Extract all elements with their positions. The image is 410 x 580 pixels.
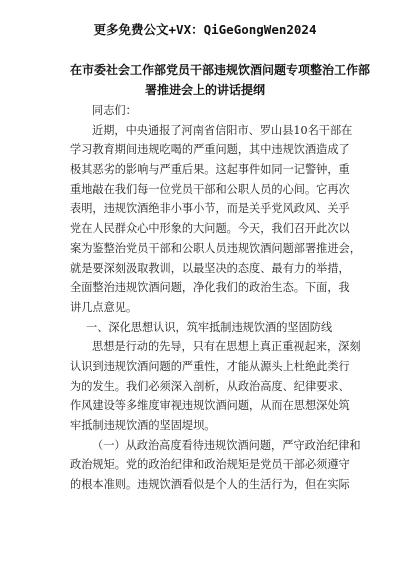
paragraph-line: 学习教育期间违规吃喝的严重问题，其中违规饮酒造成了	[70, 143, 350, 157]
title-line: 署推进会上的讲话提纲	[144, 82, 265, 97]
paragraph-line: 案为鉴整治党员干部和公职人员违规饮酒问题部署推进会，	[70, 241, 361, 255]
paragraph-line: 全面整治违规饮酒问题，净化我们的政治生态。下面，我	[70, 281, 350, 295]
paragraph-thought	[70, 337, 361, 435]
section-heading: 一、深化思想认识，筑牢抵制违规饮酒的坚固防线	[86, 320, 333, 334]
document-body	[70, 101, 361, 495]
paragraph-line: 讲几点意见。	[70, 300, 138, 314]
paragraph-intro	[70, 121, 361, 318]
paragraph-line: 表明，违规饮酒绝非小事小节，而是关乎党风政风、关乎	[70, 202, 350, 216]
paragraph-line: 就是要深刻汲取教训，以最坚决的态度、最有力的举措，	[70, 261, 350, 275]
paragraph-line: 的根本准则。违规饮酒看似是个人的生活行为，但在实际	[70, 478, 350, 492]
paragraph-line: 近期，中央通报了河南省信阳市、罗山县10名干部在	[92, 123, 353, 137]
paragraph-line: 思想是行动的先导，只有在思想上真正重视起来，深刻	[92, 340, 361, 354]
title-line: 在市委社会工作部党员干部违规饮酒问题专项整治工作部	[70, 63, 371, 77]
paragraph-line: 牢抵制违规饮酒的坚固堤坝。	[70, 419, 216, 432]
paragraph-line: 认识到违规饮酒问题的严重性，才能从源头上杜绝此类行	[70, 359, 350, 373]
paragraph-political	[70, 455, 350, 494]
subsection-heading: （一）从政治高度看待违规饮酒问题，严守政治纪律和	[92, 438, 361, 452]
paragraph-line: 党在人民群众心中形象的大问题。今天，我们召开此次以	[70, 222, 350, 236]
document-title	[70, 60, 371, 99]
paragraph-line: 重地敲在我们每一位党员干部和公职人员的心间。它再次	[70, 182, 350, 196]
paragraph-line: 极其恶劣的影响与严重后果。这起事件如同一记警钟，重	[70, 163, 350, 177]
salutation: 同志们：	[92, 104, 137, 117]
paragraph-line: 政治规矩。党的政治纪律和政治规矩是党员干部必须遵守	[70, 458, 350, 472]
paragraph-line: 为的发生。我们必须深入剖析，从政治高度、纪律要求、	[70, 379, 350, 393]
paragraph-line: 作风建设等多维度审视违规饮酒问题，从而在思想深处筑	[70, 399, 350, 413]
page-header-watermark: 更多免费公文+VX：QiGeGongWen2024	[93, 22, 317, 37]
